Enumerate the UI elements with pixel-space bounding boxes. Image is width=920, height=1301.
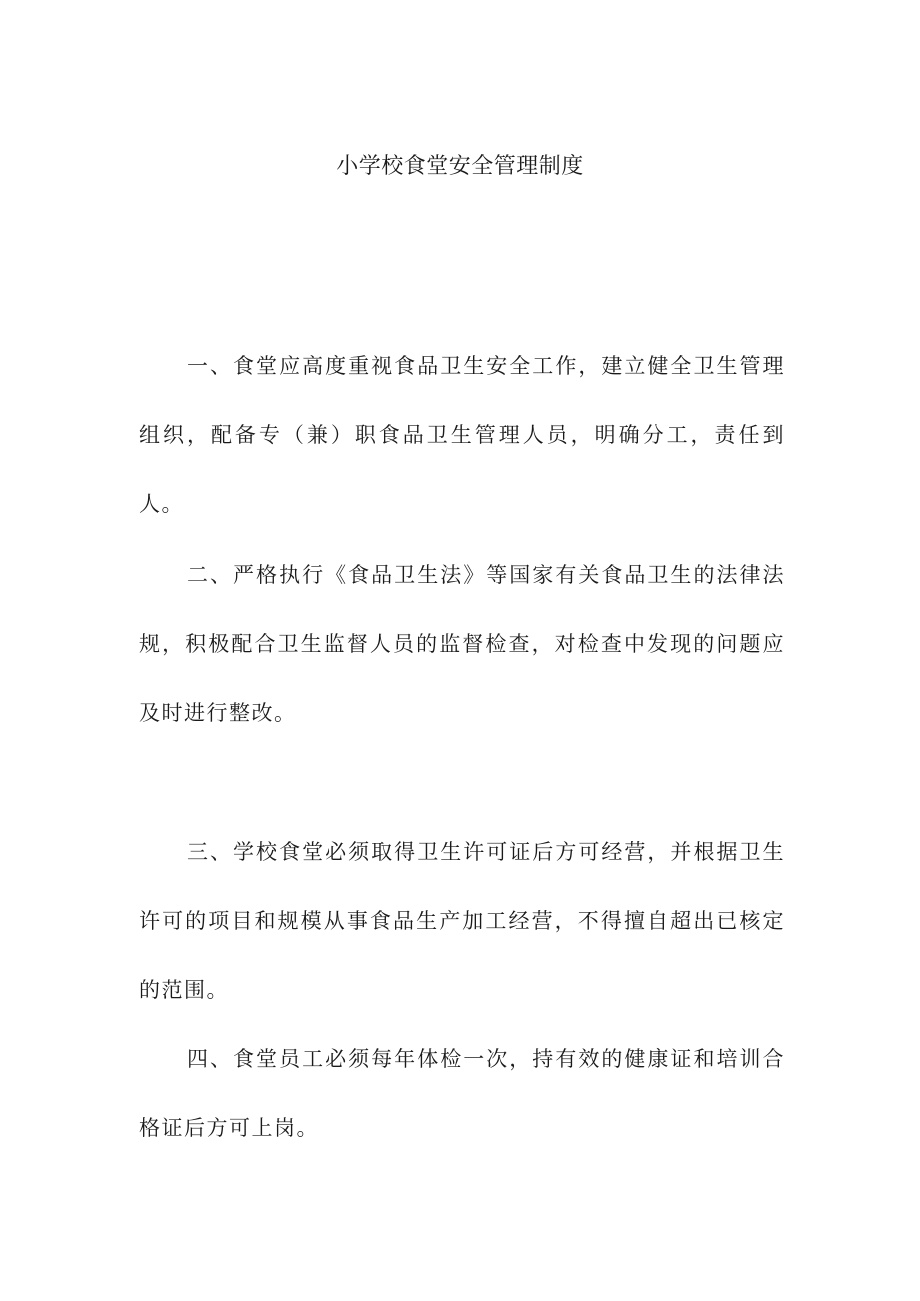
- paragraph-4: 四、食堂员工必须每年体检一次，持有效的健康证和培训合格证后方可上岗。: [139, 1047, 785, 1140]
- paragraph-1: 一、食堂应高度重视食品卫生安全工作，建立健全卫生管理组织，配备专（兼）职食品卫生管理人员，明确分工，责任到人。: [139, 354, 785, 516]
- paragraph-2: 二、严格执行《食品卫生法》等国家有关食品卫生的法律法规，积极配合卫生监督人员的监督检查，对检查中发现的问题应及时进行整改。: [139, 563, 785, 725]
- paragraph-3: 三、学校食堂必须取得卫生许可证后方可经营，并根据卫生许可的项目和规模从事食品生产加工经营，不得擅自超出已核定的范围。: [139, 840, 785, 1002]
- document-title: 小学校食堂安全管理制度: [336, 154, 584, 179]
